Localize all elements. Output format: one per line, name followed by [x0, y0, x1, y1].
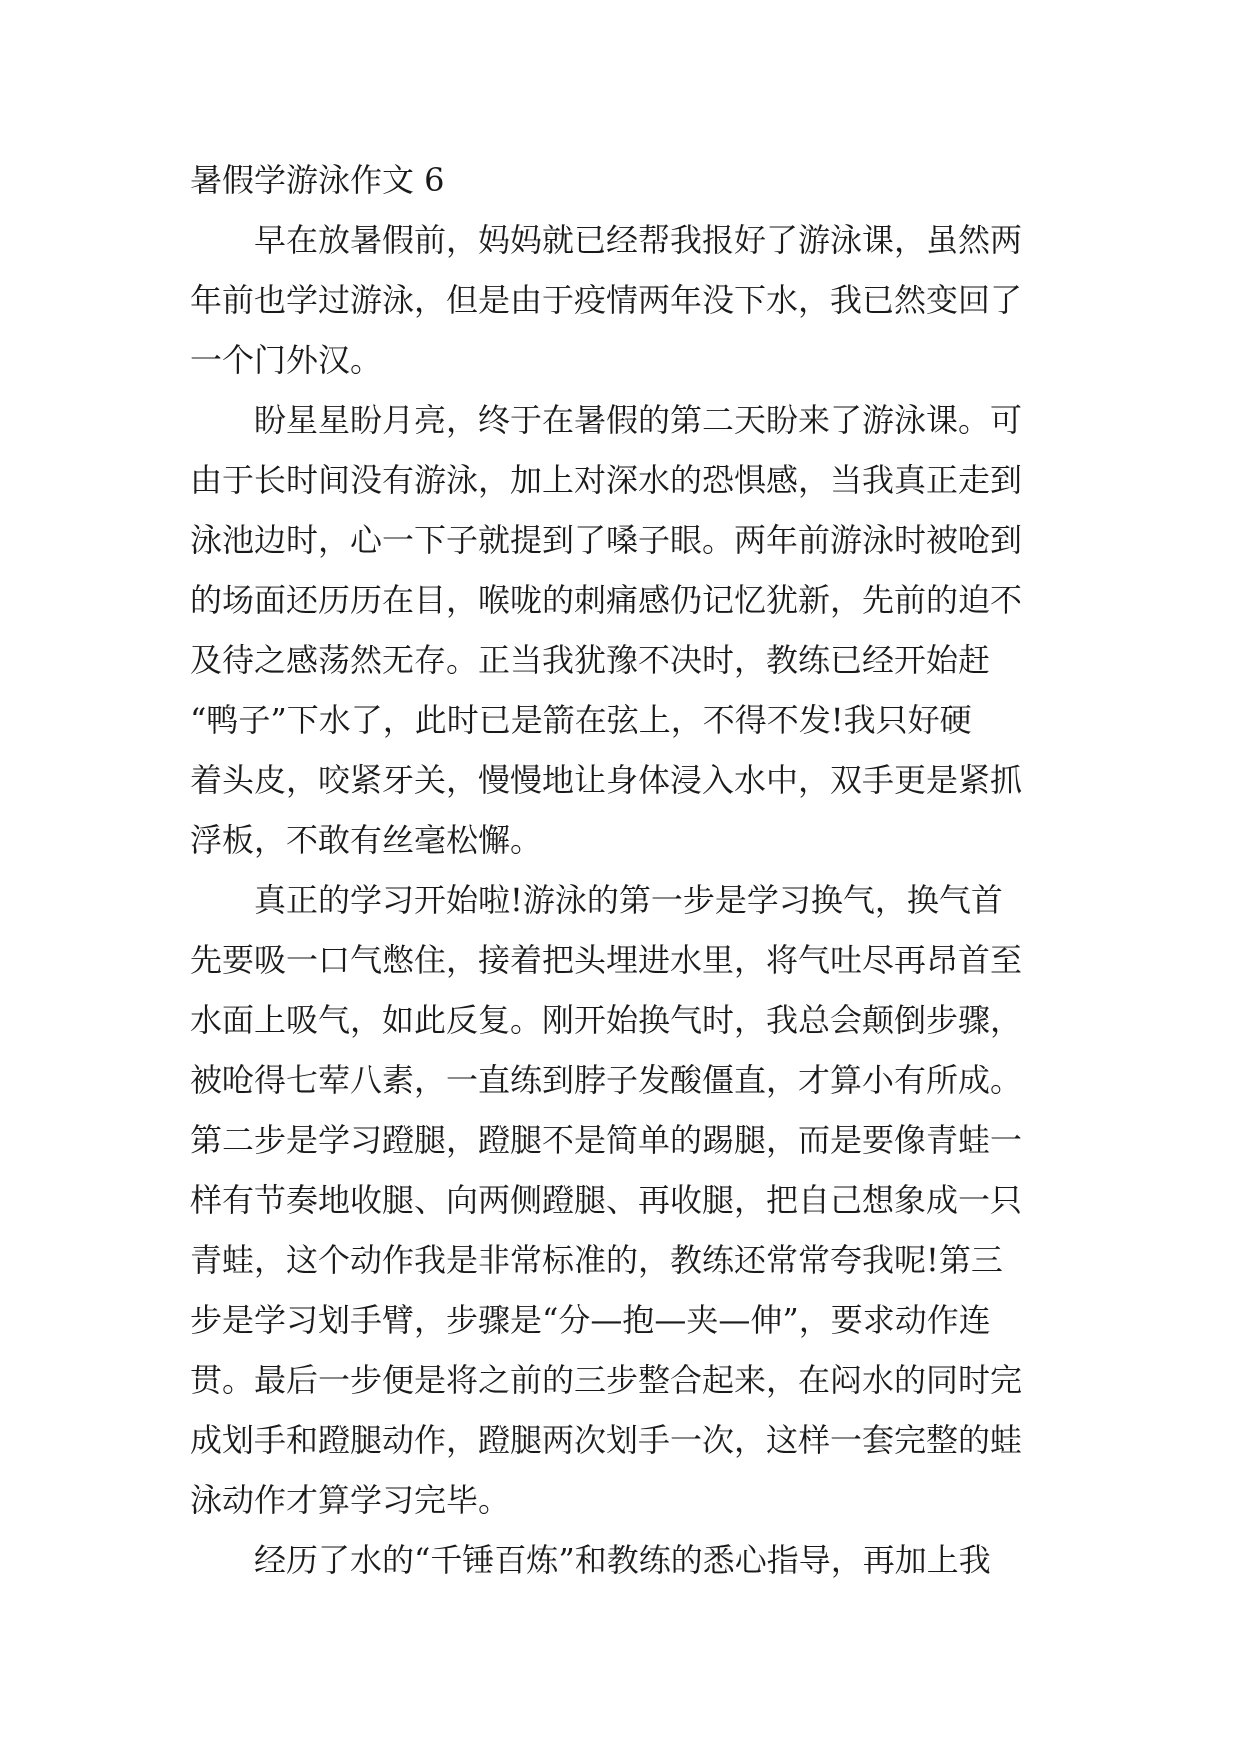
- document-title: 暑假学游泳作文 6: [190, 161, 445, 199]
- text-line: 浮板，不敢有丝毫松懈。: [190, 821, 543, 859]
- text-line: 贯。最后一步便是将之前的三步整合起来，在闷水的同时完: [190, 1361, 1023, 1399]
- text-line: 年前也学过游泳，但是由于疫情两年没下水，我已然变回了: [190, 281, 1023, 319]
- paragraph: [190, 870, 1060, 1530]
- text-line: 被呛得七荤八素，一直练到脖子发酸僵直，才算小有所成。: [190, 1061, 1023, 1099]
- paragraph: [190, 390, 1060, 870]
- text-line: 一个门外汉。: [190, 341, 383, 379]
- text-line: 步是学习划手臂，步骤是“分—抱—夹—伸”，要求动作连: [190, 1301, 991, 1339]
- text-line: 成划手和蹬腿动作，蹬腿两次划手一次，这样一套完整的蛙: [190, 1421, 1023, 1459]
- text-line: 泳动作才算学习完毕。: [190, 1481, 511, 1519]
- text-line: 青蛙，这个动作我是非常标准的，教练还常常夸我呢!第三: [190, 1241, 1003, 1279]
- text-line: 早在放暑假前，妈妈就已经帮我报好了游泳课，虽然两: [254, 221, 1023, 259]
- text-line: 真正的学习开始啦!游泳的第一步是学习换气，换气首: [254, 881, 1003, 919]
- paragraph: [190, 210, 1060, 390]
- text-line: 经历了水的“千锤百炼”和教练的悉心指导，再加上我: [254, 1541, 991, 1579]
- text-line: 水面上吸气，如此反复。刚开始换气时，我总会颠倒步骤，: [190, 1001, 1023, 1039]
- text-line: 第二步是学习蹬腿，蹬腿不是简单的踢腿，而是要像青蛙一: [190, 1121, 1023, 1159]
- text-line: 先要吸一口气憋住，接着把头埋进水里，将气吐尽再昂首至: [190, 941, 1023, 979]
- paragraph-container: [190, 210, 1060, 1590]
- paragraph: [190, 1530, 1060, 1590]
- text-line: 及待之感荡然无存。正当我犹豫不决时，教练已经开始赶: [190, 641, 991, 679]
- text-line: 盼星星盼月亮，终于在暑假的第二天盼来了游泳课。可: [254, 401, 1023, 439]
- text-line: “鸭子”下水了，此时已是箭在弦上，不得不发!我只好硬: [190, 701, 972, 739]
- text-line: 的场面还历历在目，喉咙的刺痛感仍记忆犹新，先前的迫不: [190, 581, 1023, 619]
- document-body: [190, 150, 1060, 1590]
- text-line: 由于长时间没有游泳，加上对深水的恐惧感，当我真正走到: [190, 461, 1023, 499]
- text-line: 样有节奏地收腿、向两侧蹬腿、再收腿，把自己想象成一只: [190, 1181, 1023, 1219]
- text-line: 着头皮，咬紧牙关，慢慢地让身体浸入水中，双手更是紧抓: [190, 761, 1023, 799]
- text-line: 泳池边时，心一下子就提到了嗓子眼。两年前游泳时被呛到: [190, 521, 1023, 559]
